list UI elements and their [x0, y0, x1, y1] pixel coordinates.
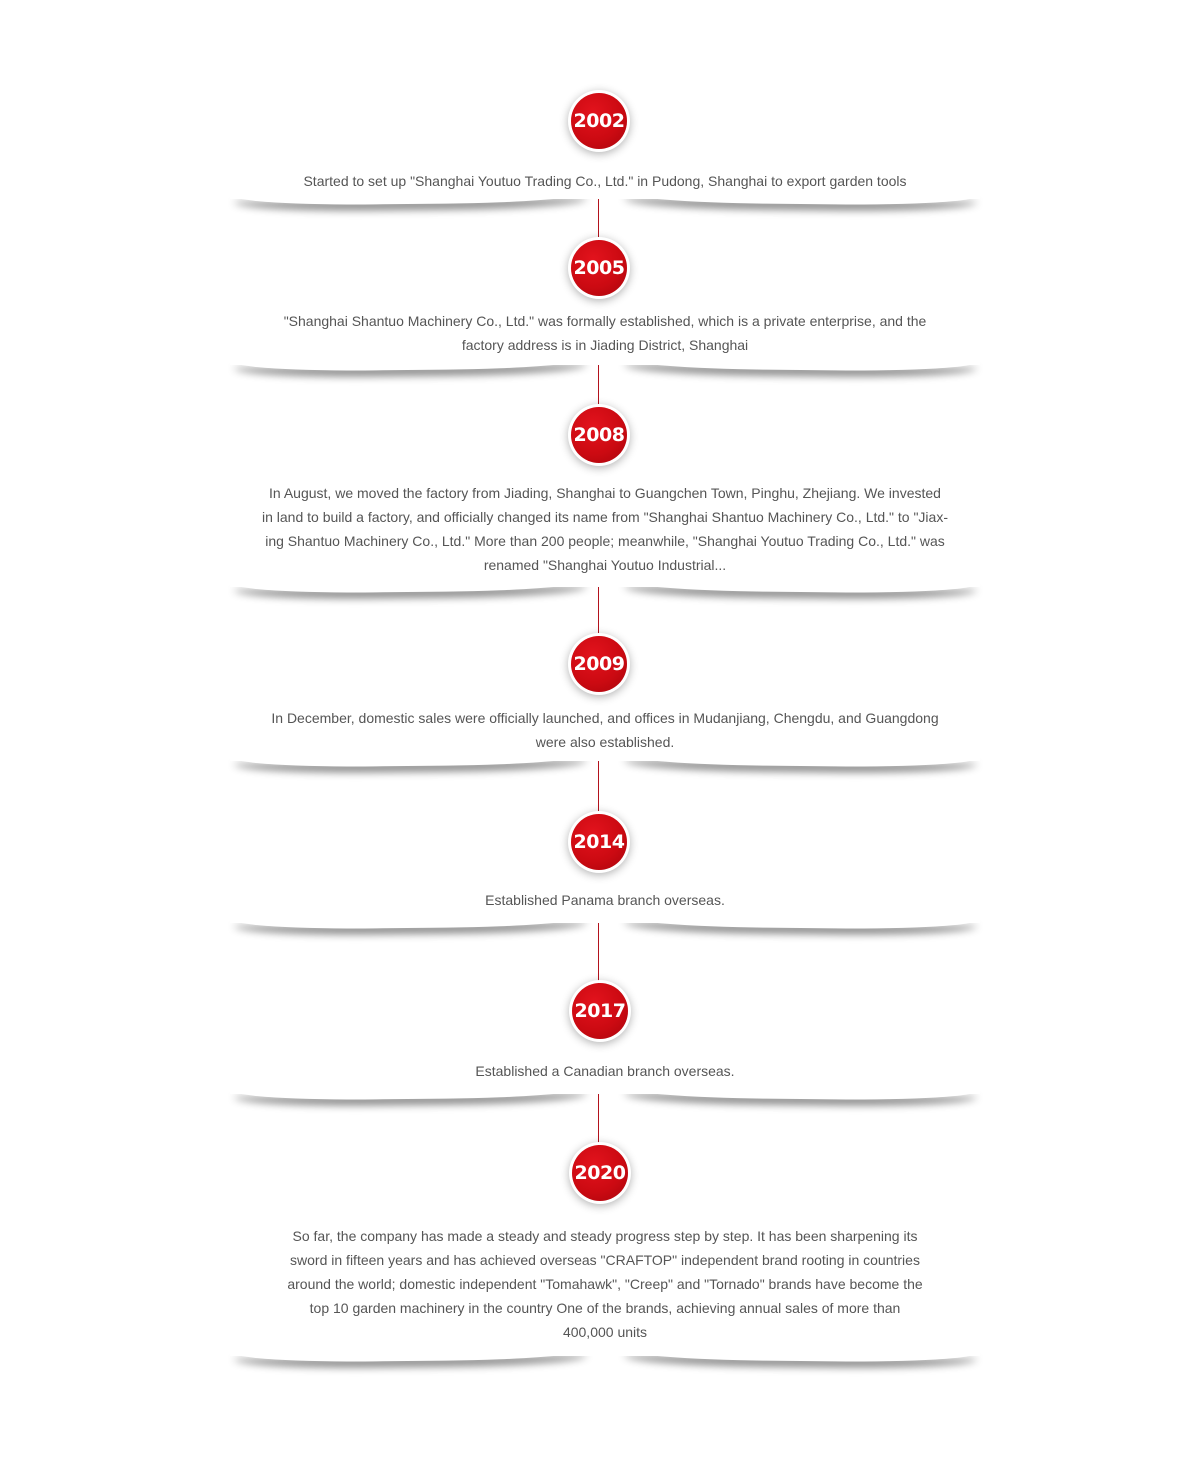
year-badge: 2002: [571, 93, 627, 149]
year-badge: 2009: [571, 636, 627, 692]
event-text-line: Established Panama branch overseas.: [485, 891, 725, 908]
timeline-connector: [598, 760, 599, 818]
event-text-line: were also established.: [535, 733, 675, 750]
event-text-line: renamed "Shanghai Youtuo Industrial...: [483, 556, 727, 573]
timeline-connector: [598, 1093, 599, 1147]
timeline-connector: [598, 922, 599, 986]
event-description: [284, 309, 927, 357]
timeline-card: [230, 1212, 980, 1356]
timeline-card: [230, 698, 980, 761]
timeline-connector: [598, 586, 599, 642]
event-text-line: In August, we moved the factory from Jiading, Shanghai to Guangchen Town, Pinghu, Zhejiang. We invested: [269, 484, 941, 501]
year-badge: 2014: [571, 814, 627, 870]
event-description: [287, 1224, 922, 1344]
event-text-line: ing Shantuo Machinery Co., Ltd." More than 200 people; meanwhile, "Shanghai Youtuo Trading Co., Ltd." was: [265, 532, 945, 549]
timeline-card: [230, 163, 980, 199]
event-description: [303, 169, 906, 193]
timeline-card: [230, 876, 980, 923]
event-text-line: In December, domestic sales were officially launched, and offices in Mudanjiang, Chengdu, and Guangdong: [271, 709, 939, 726]
event-text-line: around the world; domestic independent "Tomahawk", "Creep" and "Tornado" brands have become the: [287, 1276, 923, 1292]
event-description: [485, 888, 725, 912]
event-text-line: factory address is in Jiading District, Shanghai: [461, 336, 749, 353]
event-text-line: in land to build a factory, and officially changed its name from "Shanghai Shantuo Machinery Co., Ltd." to "Jiax-: [262, 508, 948, 525]
event-description: [271, 706, 938, 754]
event-text-line: sword in fifteen years and has achieved overseas "CRAFTOP" independent brand rooting in countries: [290, 1252, 920, 1268]
timeline-card: [230, 1048, 980, 1094]
event-description: [475, 1059, 734, 1083]
event-text-line: Started to set up "Shanghai Youtuo Trading Co., Ltd." in Pudong, Shanghai to export garden tools: [303, 173, 907, 189]
event-description: [262, 481, 948, 577]
year-badge: 2005: [571, 240, 627, 296]
year-badge: 2008: [571, 407, 627, 463]
timeline-card: [230, 300, 980, 365]
event-text-line: So far, the company has made a steady and steady progress step by step. It has been sharpening its: [292, 1228, 918, 1244]
timeline-card: [230, 470, 980, 587]
event-text-line: 400,000 units: [562, 1324, 648, 1340]
year-badge: 2017: [572, 983, 628, 1039]
event-text-line: Established a Canadian branch overseas.: [475, 1063, 735, 1079]
year-badge: 2020: [572, 1145, 628, 1201]
event-text-line: "Shanghai Shantuo Machinery Co., Ltd." was formally established, which is a private enterprise, and the: [283, 312, 927, 329]
event-text-line: top 10 garden machinery in the country One of the brands, achieving annual sales of more than: [309, 1300, 901, 1316]
